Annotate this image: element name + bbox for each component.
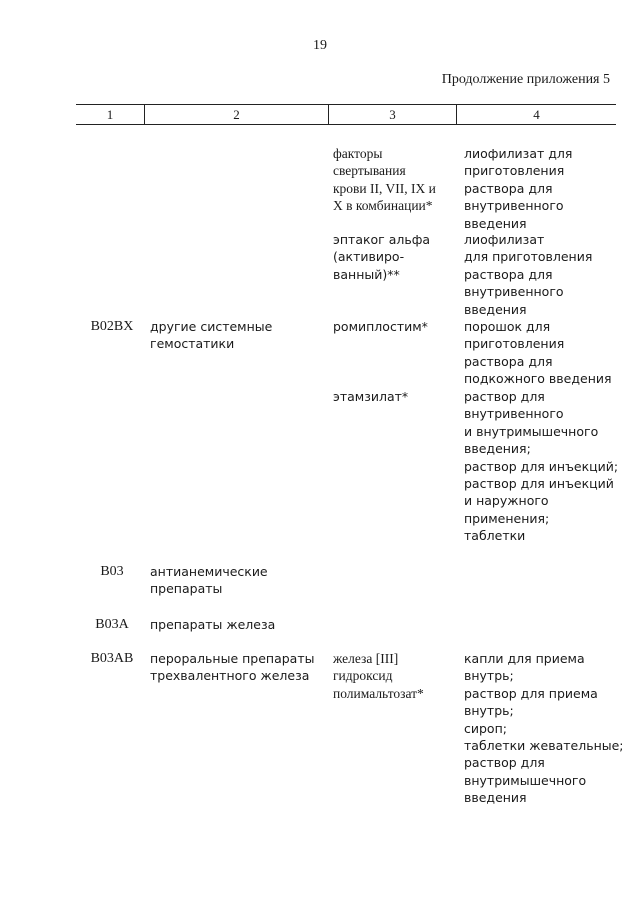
group-name: антианемические препараты	[150, 564, 268, 597]
drug-name: ромиплостим*	[333, 319, 428, 334]
drug-name: факторы свертывания крови II, VII, IX и X в комбинации*	[333, 146, 436, 214]
header-col-4: 4	[533, 107, 540, 122]
atc-code: B02BX	[90, 319, 134, 334]
dosage-form: раствор для внутривенного и внутримышечного введения; раствор для инъекций; раствор для инъекций и наружного применения; таблетки	[464, 389, 619, 544]
drug-name: эптаког альфа (активиро- ванный)**	[333, 232, 431, 282]
group-name: другие системные гемостатики	[150, 319, 273, 352]
appendix-title: Продолжение приложения 5	[441, 72, 610, 87]
page-number: 19	[313, 38, 327, 53]
drug-name: этамзилат*	[333, 389, 409, 404]
group-name: препараты железа	[150, 617, 276, 632]
drug-name: железа [III] гидроксид полимальтозат*	[333, 651, 424, 701]
atc-code: B03A	[95, 617, 129, 632]
atc-code: B03AB	[90, 651, 134, 666]
header-col-3: 3	[389, 107, 396, 122]
dosage-form: порошок для приготовления раствора для подкожного введения	[464, 319, 612, 387]
header-col-2: 2	[233, 107, 240, 122]
group-name: пероральные препараты трехвалентного железа	[150, 651, 315, 684]
table-header	[76, 104, 616, 125]
dosage-form: капли для приема внутрь; раствор для приема внутрь; сироп; таблетки жевательные; раствор для внутримышечного введения	[464, 651, 624, 806]
dosage-form: лиофилизат для приготовления раствора для внутривенного введения	[464, 232, 593, 317]
dosage-form: лиофилизат для приготовления раствора для внутривенного введения	[464, 146, 573, 231]
header-col-1: 1	[106, 107, 114, 122]
atc-code: B03	[100, 564, 124, 579]
